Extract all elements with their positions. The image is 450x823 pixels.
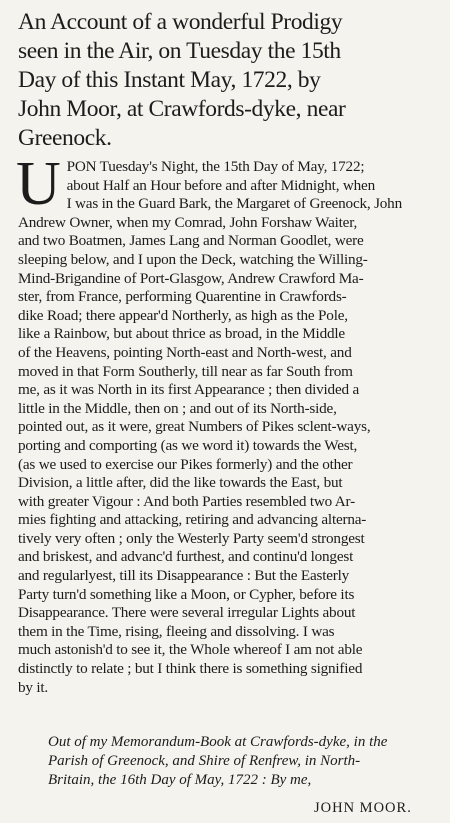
title-line: An Account of a wonderful Prodigy	[18, 9, 343, 35]
body-line: Mind-Brigandine of Port-Glasgow, Andrew Crawford Ma-	[18, 269, 364, 287]
body-line: little in the Middle, then on ; and out of its North-side,	[18, 399, 337, 417]
body-line: sleeping below, and I upon the Deck, watching the Willing-	[18, 250, 368, 268]
title-line: Greenock.	[18, 125, 112, 151]
body-line: about Half an Hour before and after Midnight, when	[66, 176, 375, 194]
body-line: pointed out, as it were, great Numbers of Pikes sclent-ways,	[18, 418, 371, 436]
body-line: ster, from France, performing Quarentine in Crawfords-	[18, 288, 347, 306]
title-line: John Moor, at Crawfords-dyke, near	[18, 96, 346, 122]
body-text	[16, 150, 446, 697]
signature-line: Parish of Greenock, and Shire of Renfrew, in North-	[48, 753, 361, 769]
body-line: distinctly to relate ; but I think there is something signified	[18, 660, 363, 678]
title-line: Day of this Instant May, 1722, by	[18, 67, 321, 93]
body-line: (as we used to exercise our Pikes formerly) and the other	[18, 455, 353, 473]
document-title	[18, 8, 444, 153]
drop-cap: U	[16, 150, 61, 218]
body-line: and briskest, and advanc'd furthest, and continu'd longest	[18, 548, 354, 566]
body-line: me, as it was North in its first Appearance ; then divided a	[18, 381, 360, 399]
body-line: like a Rainbow, but about thrice as broad, in the Middle	[18, 325, 345, 343]
body-line: dike Road; there appear'd Northerly, as high as the Pole,	[18, 306, 348, 324]
body-line: Disappearance. There were several irregular Lights about	[18, 604, 356, 622]
body-line: tively very often ; only the Westerly Party seem'd strongest	[18, 529, 365, 547]
body-line: moved in that Form Southerly, till near as far South from	[18, 362, 353, 380]
signature-line: Britain, the 16th Day of May, 1722 : By me,	[48, 772, 312, 788]
body-line: Division, a little after, did the like towards the East, but	[18, 474, 343, 492]
author-name: JOHN MOOR.	[314, 800, 412, 816]
body-line: porting and comporting (as we word it) towards the West,	[18, 436, 358, 454]
body-line: of the Heavens, pointing North-east and North-west, and	[18, 343, 352, 361]
body-line: and two Boatmen, James Lang and Norman Goodlet, were	[18, 232, 364, 250]
body-line: Party turn'd something like a Moon, or Cypher, before its	[18, 585, 355, 603]
body-line: much astonish'd to see it, the Whole whereof I am not able	[18, 641, 363, 659]
body-line: Andrew Owner, when my Comrad, John Forshaw Waiter,	[18, 213, 358, 231]
body-line: and regularlyest, till its Disappearance : But the Easterly	[18, 567, 350, 585]
body-line: I was in the Guard Bark, the Margaret of Greenock, John	[66, 195, 402, 213]
body-line: them in the Time, rising, fleeing and dissolving. I was	[18, 622, 335, 640]
body-line: by it.	[18, 678, 49, 696]
body-line: with greater Vigour : And both Parties resembled two Ar-	[18, 492, 355, 510]
body-line: mies fighting and attacking, retiring and advancing alterna-	[18, 511, 367, 529]
title-line: seen in the Air, on Tuesday the 15th	[18, 38, 341, 64]
signature-block	[48, 733, 448, 790]
body-line: PON Tuesday's Night, the 15th Day of May, 1722;	[66, 158, 365, 175]
signature-line: Out of my Memorandum-Book at Crawfords-dyke, in the	[48, 734, 388, 750]
